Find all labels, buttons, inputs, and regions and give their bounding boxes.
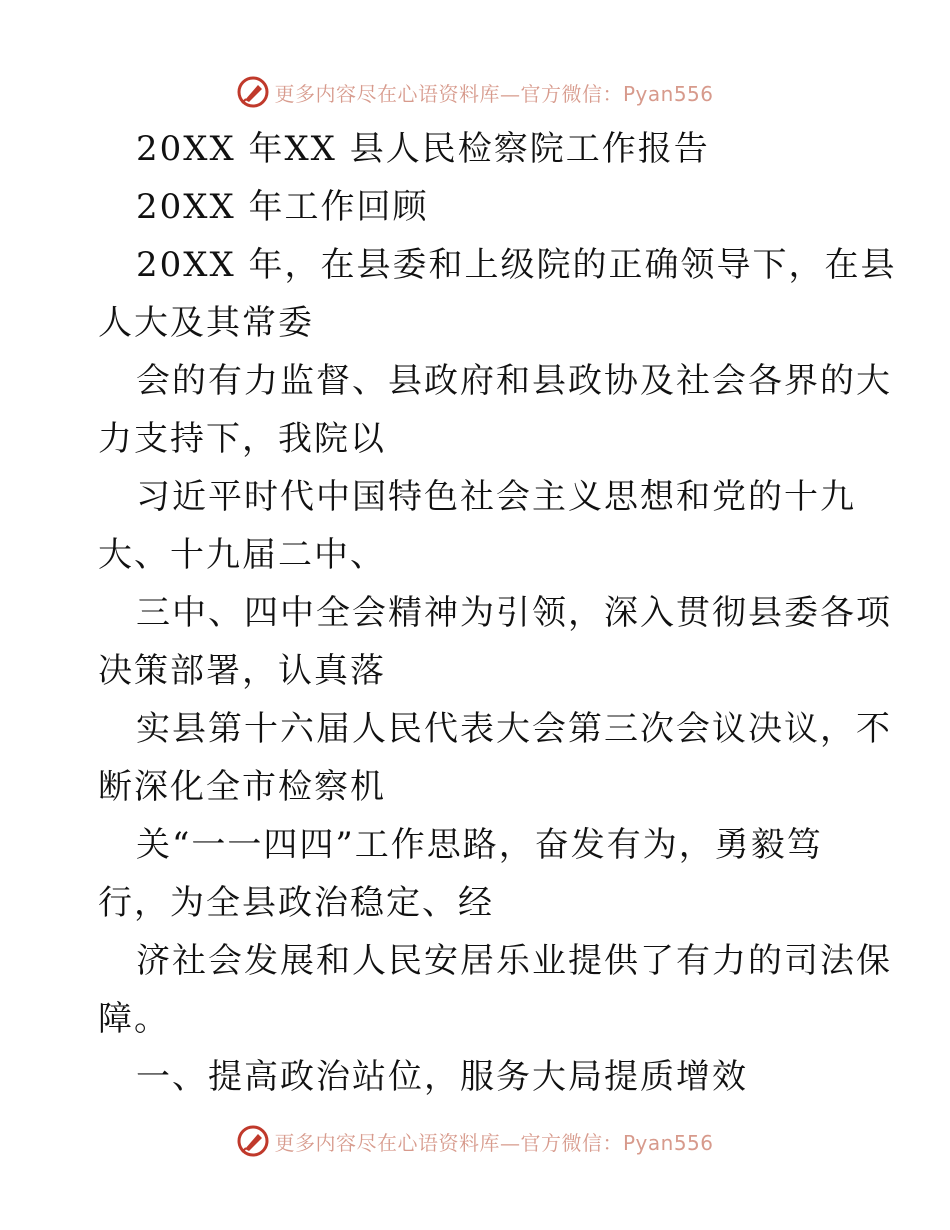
doc-line: 关“一一四四”工作思路，奋发有为，勇毅笃 — [136, 825, 823, 865]
doc-line: 实县第十六届人民代表大会第三次会议决议，不 — [136, 709, 892, 749]
doc-line: 济社会发展和人民安居乐业提供了有力的司法保 — [136, 941, 892, 981]
doc-line: 三中、四中全会精神为引领，深入贯彻县委各项 — [136, 593, 892, 633]
doc-line: 障。 — [98, 999, 170, 1039]
doc-line: 20XX 年工作回顾 — [136, 187, 429, 227]
document-body — [98, 120, 897, 1106]
watermark-text: 更多内容尽在心语资料库—官方微信：Pyan556 — [274, 1130, 714, 1155]
doc-line: 大、十九届二中、 — [98, 535, 386, 575]
doc-line: 决策部署，认真落 — [98, 651, 386, 691]
pen-nib-circle-icon — [236, 75, 270, 109]
doc-line: 力支持下，我院以 — [98, 419, 386, 459]
footer-watermark — [0, 1121, 950, 1161]
watermark-text: 更多内容尽在心语资料库—官方微信：Pyan556 — [274, 81, 714, 106]
doc-line: 20XX 年，在县委和上级院的正确领导下，在县 — [136, 245, 897, 285]
watermark-wechat-id: Pyan556 — [622, 81, 714, 106]
pen-nib-circle-icon — [236, 1124, 270, 1158]
header-watermark — [0, 72, 950, 112]
watermark-wechat-id: Pyan556 — [622, 1130, 714, 1155]
doc-line: 行，为全县政治稳定、经 — [98, 883, 494, 923]
doc-line: 断深化全市检察机 — [98, 767, 386, 807]
doc-line: 习近平时代中国特色社会主义思想和党的十九 — [136, 477, 856, 517]
doc-line: 会的有力监督、县政府和县政协及社会各界的大 — [136, 361, 892, 401]
section-heading: 一、提高政治站位，服务大局提质增效 — [136, 1057, 748, 1097]
doc-line: 人大及其常委 — [98, 303, 314, 343]
doc-line: 20XX 年XX 县人民检察院工作报告 — [136, 129, 710, 169]
